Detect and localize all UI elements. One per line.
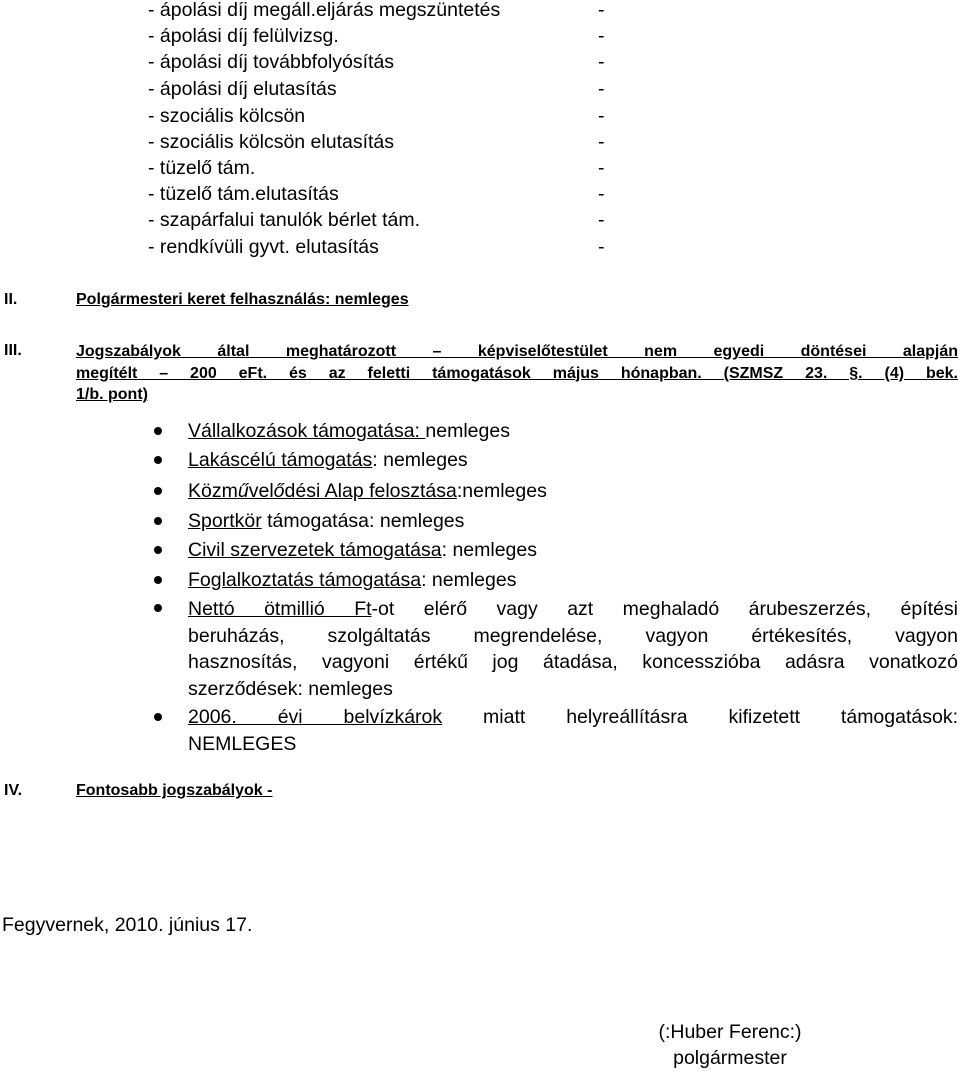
- bullet-label: Nettó ötmillió Ft: [188, 598, 372, 620]
- heading-line: Jogszabályok által meghatározott – képviselőtestület nem egyedi döntései alapján: [76, 343, 958, 360]
- bullet-label: dési Alap felosztása: [284, 480, 457, 502]
- section-heading-3: [76, 341, 958, 406]
- list-item: - ápolási díj továbbfolyósítás: [148, 51, 395, 73]
- bullet-line: hasznosítás, vagyoni értékű jog átadása, koncesszióba adásra vonatkozó: [188, 651, 958, 673]
- list-item-value: -: [598, 131, 605, 153]
- bullet-value: nemleges: [425, 420, 510, 442]
- heading-line: megítélt – 200 eFt. és az feletti támogatások május hónapban. (SZMSZ 23. §. (4) bek.: [76, 364, 958, 382]
- list-item-value: -: [598, 25, 605, 47]
- list-item: [188, 446, 468, 475]
- bullet-icon: [154, 576, 164, 586]
- bullet-icon: [154, 427, 164, 437]
- signature-role: polgármester: [673, 1047, 787, 1069]
- signature-block: [620, 1019, 840, 1071]
- section-numeral-3: III.: [4, 342, 22, 359]
- bullet-value: : nemleges: [441, 539, 537, 561]
- bullet-line: szerződések: nemleges: [188, 677, 393, 700]
- section-numeral-4: IV.: [4, 782, 23, 799]
- list-item: - szociális kölcsön: [148, 105, 306, 127]
- signature-name: (:Huber Ferenc:): [658, 1021, 802, 1043]
- bullet-line: NEMLEGES: [188, 732, 297, 755]
- list-item-value: -: [598, 183, 605, 205]
- heading-line: 1/b. pont): [76, 386, 148, 403]
- list-item: - ápolási díj elutasítás: [148, 78, 337, 100]
- bullet-value: :nemleges: [456, 480, 547, 502]
- bullet-line: beruházás, szolgáltatás megrendelése, vagyon értékesítés, vagyon: [188, 624, 958, 647]
- list-item: [188, 566, 516, 595]
- bullet-icon: [154, 713, 164, 723]
- list-item: - tüzelő tám.elutasítás: [148, 183, 339, 205]
- list-item: - ápolási díj megáll.eljárás megszüntetés: [148, 0, 501, 21]
- bullet-label: Vállalkozások támogatása:: [188, 420, 426, 442]
- bullet-label: ű: [237, 480, 249, 502]
- bullet-text: miatt helyreállításra kifizetett támogatások:: [442, 706, 958, 728]
- bullet-label: vel: [248, 480, 274, 502]
- list-item: [188, 477, 547, 506]
- list-item: [188, 536, 537, 565]
- list-item: [188, 704, 958, 757]
- bullet-icon: [154, 517, 164, 527]
- section-title-2: Polgármesteri keret felhasználás: nemleges: [76, 291, 409, 308]
- bullet-label: Foglalkoztatás támogatása: [188, 569, 422, 591]
- bullet-label: Közm: [188, 480, 238, 502]
- bullet-icon: [154, 456, 164, 466]
- bullet-label: Lakáscélú támogatás: [188, 449, 373, 471]
- bullet-line: [188, 596, 958, 623]
- bullet-label: Civil szervezetek támogatása: [188, 539, 442, 561]
- bullet-label: Sportkör: [188, 510, 262, 532]
- bullet-icon: [154, 487, 164, 497]
- list-item-value: -: [598, 0, 605, 21]
- list-item-value: -: [598, 78, 605, 100]
- list-item: [188, 507, 464, 536]
- bullet-text: -ot elérő vagy azt meghaladó árubeszerzés, építési: [371, 598, 958, 620]
- bullet-value: támogatása: nemleges: [261, 510, 465, 532]
- section-numeral-2: II.: [4, 291, 18, 308]
- bullet-line: [188, 704, 958, 731]
- bullet-icon: [154, 604, 164, 614]
- list-item: - szapárfalui tanulók bérlet tám.: [148, 209, 421, 231]
- bullet-value: : nemleges: [372, 449, 468, 471]
- place-date: Fegyvernek, 2010. június 17.: [2, 914, 253, 936]
- list-item: [188, 596, 958, 702]
- section-title-4: Fontosabb jogszabályok -: [76, 782, 273, 799]
- list-item: [188, 417, 510, 446]
- list-item-value: -: [598, 209, 605, 231]
- list-item: - szociális kölcsön elutasítás: [148, 131, 395, 153]
- list-item-value: -: [598, 236, 605, 258]
- bullet-value: : nemleges: [421, 569, 517, 591]
- list-item: - tüzelő tám.: [148, 157, 256, 179]
- list-item-value: -: [598, 51, 605, 73]
- list-item-value: -: [598, 105, 605, 127]
- bullet-label: 2006. évi belvízkárok: [188, 706, 443, 728]
- bullet-icon: [154, 546, 164, 556]
- bullet-label: ő: [273, 480, 285, 502]
- list-item-value: -: [598, 157, 605, 179]
- list-item: - ápolási díj felülvizsg.: [148, 25, 339, 47]
- list-item: - rendkívüli gyvt. elutasítás: [148, 236, 379, 258]
